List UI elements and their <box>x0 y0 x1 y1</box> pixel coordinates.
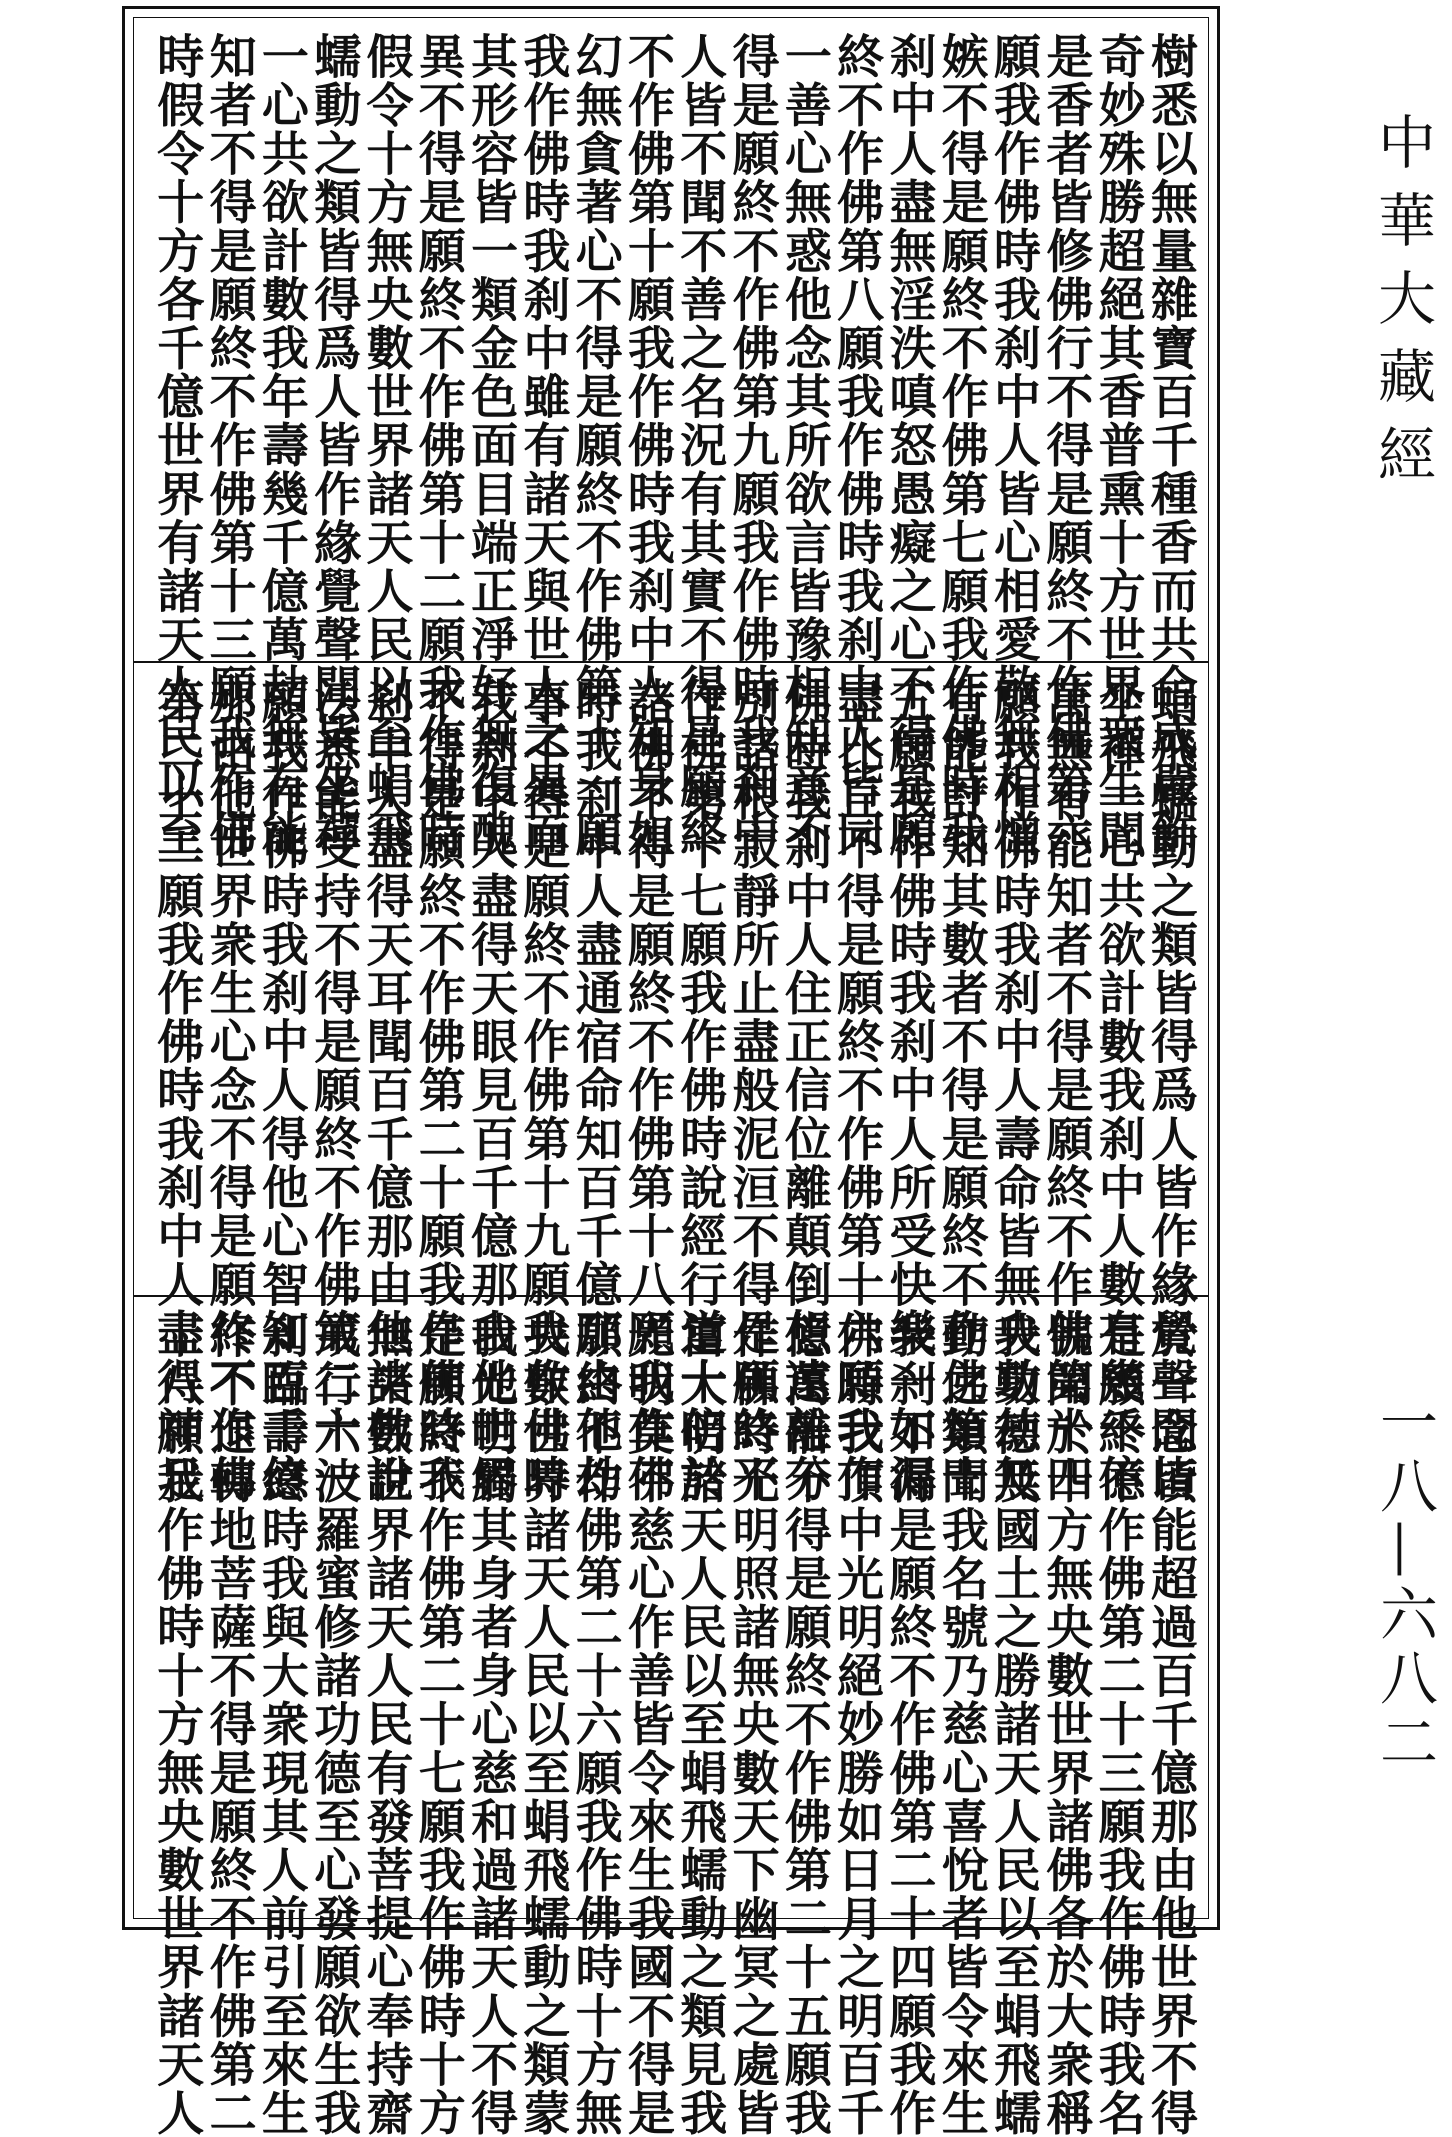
text-column: 作佛時光明照諸無央數天下幽冥之處皆 <box>724 1311 780 2137</box>
text-column: 不得是願終不作佛第二十願我作佛時我 <box>410 677 466 1504</box>
text-column: 我功德及國土之勝諸天人民以至蜎飛蠕 <box>986 1311 1042 2137</box>
text-column: 得是願終不作佛第九願我作佛時我刹中 <box>724 32 780 859</box>
text-column: 事不得是願終不作佛第十九願我作佛時 <box>515 677 571 1504</box>
text-column: 有能計知其數者不得是願終不作佛第十 <box>933 677 989 1504</box>
text-column: 異不得是願終不作佛第十二願我作佛時 <box>410 32 466 859</box>
text-column: 佛時我頂中光明絕妙勝如日月之明百千 <box>829 1311 885 2137</box>
text-column: 萬無有能知者不得是願終不作佛第十四 <box>1038 677 1094 1504</box>
text-column: 那由他世界衆生心念不得是願終不作佛 <box>201 677 257 1504</box>
text-column: 無央數世界諸天人民有發菩提心奉持齋 <box>358 1311 414 2137</box>
text-column: 終不作佛第八願我作佛時我刹中人皆同 <box>829 32 885 859</box>
page-number: 一八—六八二 <box>1370 1392 1438 1776</box>
text-column: 樹悉以無量雜寶百千種香而共合成嚴飾 <box>1142 32 1198 859</box>
text-column: 號聞於十方無央數世界諸佛各於大衆稱 <box>1038 1311 1094 2137</box>
text-column: 諸佛不得是願終不作佛第十八願我作佛 <box>619 677 675 1504</box>
register-top <box>134 18 1208 859</box>
text-column: 一善心無惑他念其所欲言皆豫相知意不 <box>776 32 832 859</box>
text-column: 幻無貪著心不得是願終不作佛第十一願 <box>567 32 623 859</box>
text-column: 刹中人盡得天耳聞百千億那由他諸佛說 <box>358 677 414 1504</box>
text-column: 戒行六波羅蜜修諸功德至心發願欲生我 <box>306 1311 362 2137</box>
text-column: 是願終不作佛第二十七願我作佛時十方 <box>410 1311 466 2137</box>
register-middle <box>134 661 1208 1504</box>
text-column: 不作佛第十願我作佛時我刹中人知身如 <box>619 32 675 859</box>
text-column: 其形容皆一類金色面目端正淨好無復醜 <box>463 32 519 859</box>
text-area <box>133 17 1209 2137</box>
text-column: 五願我作佛時我刹中人所受快樂一如漏 <box>881 677 937 1504</box>
text-column: 作佛第十七願我作佛時說經行道十倍於 <box>672 677 728 1504</box>
text-column: 嫉不得是願終不作佛第七願我作佛時我 <box>933 32 989 859</box>
text-column: 蜎飛蠕動之類皆得爲人皆作緣覺聲聞皆 <box>1142 677 1198 1504</box>
text-column: 願我作佛時我刹中人壽命皆無央數劫無 <box>986 677 1042 1504</box>
text-column: 第二十二願我作佛時我刹中人盡得神足 <box>149 677 205 1504</box>
text-column: 光明莫不慈心作善皆令來生我國不得是 <box>619 1311 675 2137</box>
text-column: 人皆不聞不善之名況有其實不得是願終 <box>672 32 728 859</box>
text-column: 作不退轉地菩薩不得是願終不作佛第二 <box>201 1311 257 2137</box>
text-column: 一心共欲計數我年壽幾千億萬劫無有能 <box>253 32 309 859</box>
text-column: 我光明觸其身者身心慈和過諸天人不得 <box>463 1311 519 2137</box>
column-group <box>148 32 1198 859</box>
text-column: 我刹不得是願終不作佛第二十四願我作 <box>881 1311 937 2137</box>
text-column: 佛時我刹中人住正信位離顛倒想遠離分 <box>776 677 832 1504</box>
text-column: 十八願我作佛時十方無央數世界諸天人 <box>149 1311 205 2137</box>
text-column: 盡比丘不得是願終不作佛第十六願我作 <box>829 677 885 1504</box>
text-column: 願我作佛時我刹中人皆心相愛敬無相憎 <box>986 32 1042 859</box>
text-column: 是香者皆修佛行不得是願終不作佛第六 <box>1038 32 1094 859</box>
register-bottom <box>134 1295 1208 2137</box>
text-column: 奇妙殊勝超絕其香普熏十方世界衆生聞 <box>1090 32 1146 859</box>
text-column: 刹中人盡無淫泆嗔怒愚癡之心不得是願 <box>881 32 937 859</box>
text-column: 蠕動之類皆得爲人皆作緣覺聲聞皆坐禪 <box>306 32 362 859</box>
text-column: 我刹中人盡得天眼見百千億那由他世界 <box>463 677 519 1504</box>
text-column: 時假令十方各千億世界有諸天人民以至 <box>149 32 205 859</box>
text-column: 知者不得是願終不作佛第十三願我作佛 <box>201 32 257 859</box>
text-column: 願我作佛時我刹中人得他心智知百千億 <box>253 677 309 1504</box>
text-column: 坐禪一心共欲計數我刹中人數有幾千億 <box>1090 677 1146 1504</box>
text-column: 刹臨壽終時我與大衆現其人前引至來生 <box>253 1311 309 2137</box>
page-frame <box>122 6 1220 2137</box>
text-column: 當大明諸天人民以至蜎飛蠕動之類見我 <box>672 1311 728 2137</box>
text-column: 央數世界諸天人民以至蜎飛蠕動之類蒙 <box>515 1311 571 2137</box>
text-column: 我作佛時我刹中雖有諸天與世人之異而 <box>515 32 571 859</box>
text-column: 願終不作佛第二十六願我作佛時十方無 <box>567 1311 623 2137</box>
column-group <box>148 1311 1198 2137</box>
text-column: 億萬倍不得是願終不作佛第二十五願我 <box>776 1311 832 2137</box>
column-group <box>148 677 1198 1504</box>
text-column: 時我刹中人盡通宿命知百千億那由他劫 <box>567 677 623 1504</box>
text-column: 別諸根寂靜所止盡般泥洹不得是願終不 <box>724 677 780 1504</box>
text-column: 假令十方無央數世界諸天人民以至蜎飛 <box>358 32 414 859</box>
text-column: 是願終不作佛第二十三願我作佛時我名 <box>1090 1311 1146 2137</box>
collection-title: 中華大藏經 <box>1368 112 1436 502</box>
text-column: 法悉能受持不得是願終不作佛第二十一 <box>306 677 362 1504</box>
text-column: 動之類聞我名號乃慈心喜悅者皆令來生 <box>933 1311 989 2137</box>
text-column: 於一念頃能超過百千億那由他世界不得 <box>1142 1311 1198 2137</box>
